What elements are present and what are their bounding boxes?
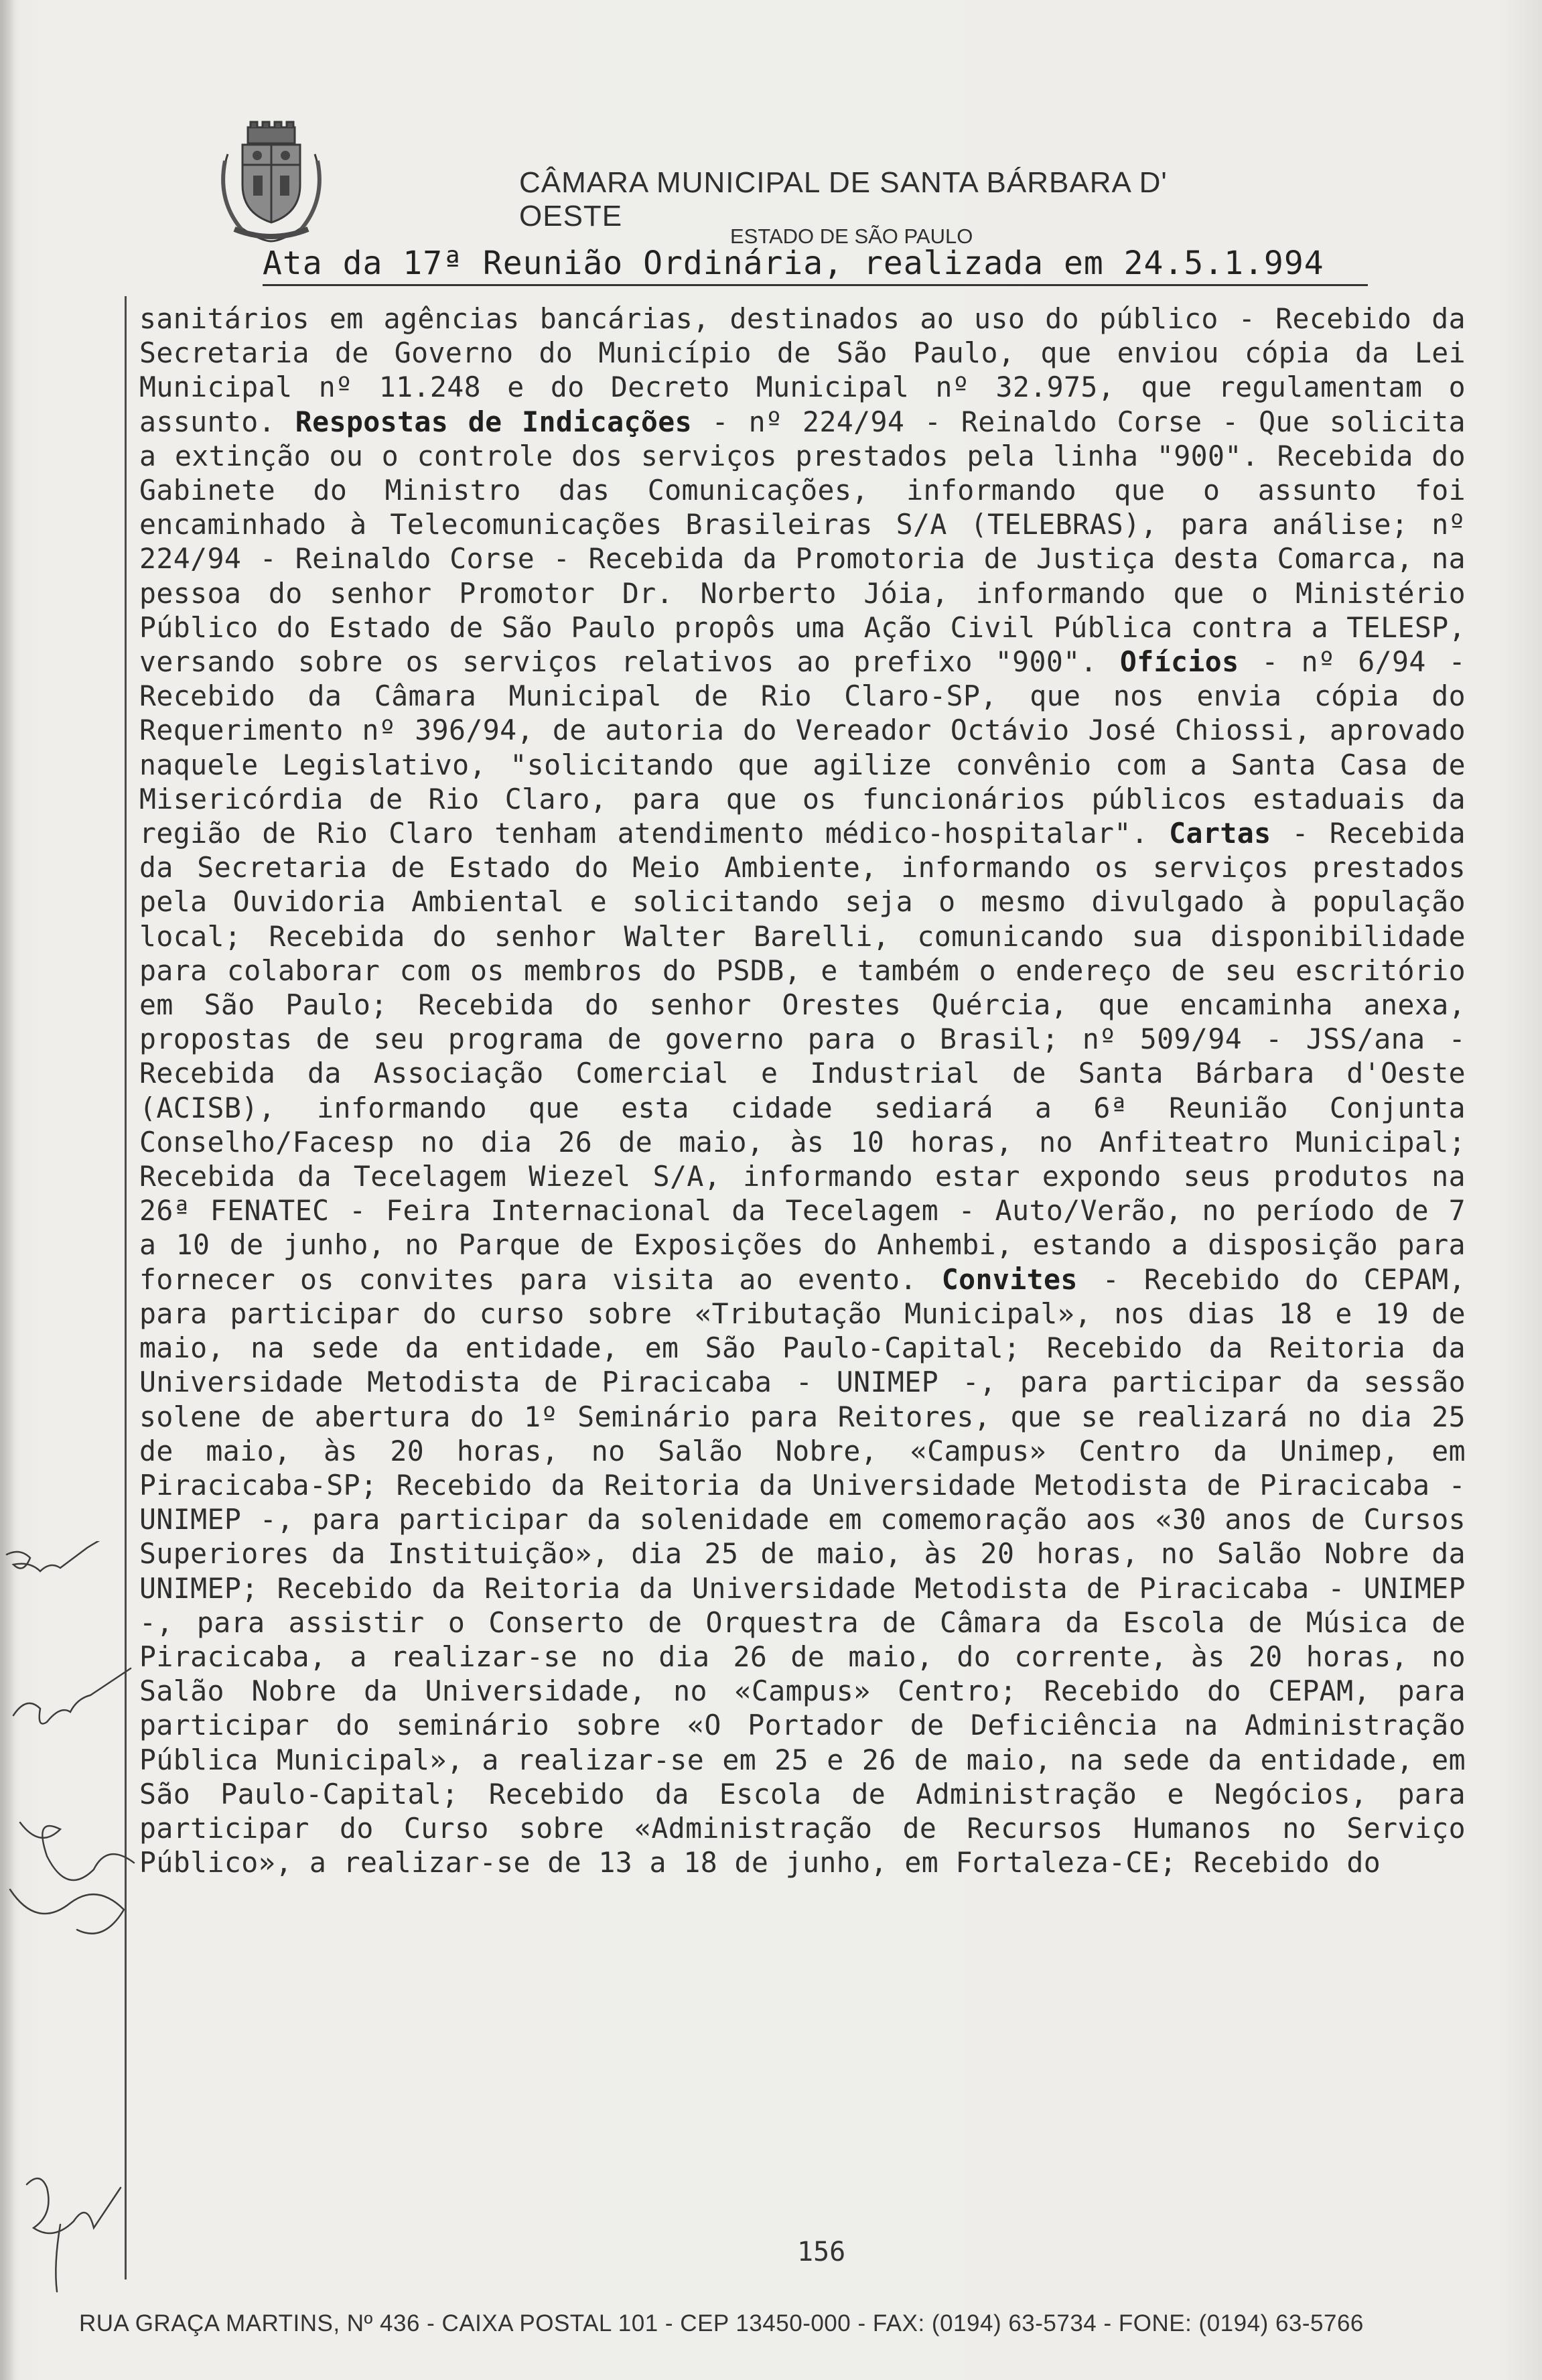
organization-name: CÂMARA MUNICIPAL DE SANTA BÁRBARA D' OESTE [519, 166, 1168, 233]
handwritten-signatures-icon [0, 1541, 188, 2298]
paragraph-2: - nº 224/94 - Reinaldo Corse - Que solicita a extinção ou o controle dos serviços prestados pela linha "900". Recebida do Gabinete do Ministro das Comunicações, informando que o assunto foi encaminhado à Telecomunicações Brasileiras S/A (TELEBRAS), para análise; nº 224/94 - Reinaldo Corse - Recebida da Promotoria de Justiça desta Comarca, na pessoa do senhor Promotor Dr. Norberto Jóia, informando que o Ministério Público do Estado de São Paulo propôs uma Ação Civil Pública contra a TELESP, versando sobre os serviços relativos ao prefixo "900". [139, 405, 1466, 679]
paragraph-4: - Recebida da Secretaria de Estado do Meio Ambiente, informando os serviços prestados pela Ouvidoria Ambiental e solicitando seja o mesmo divulgado à população local; Recebida do senhor Walter Barelli, comunicando sua disponibilidade para colaborar com os membros do PSDB, e também o endereço de seu escritório em São Paulo; Recebida do senhor Orestes Quércia, que encaminha anexa, propostas de seu programa de governo para o Brasil; nº 509/94 - JSS/ana - Recebida da Associação Comercial e Industrial de Santa Bárbara d'Oeste (ACISB), informando que esta cidade sediará a 6ª Reunião Conjunta Conselho/Facesp no dia 26 de maio, às 10 horas, no Anfiteatro Municipal; Recebida da Tecelagem Wiezel S/A, informando estar expondo seus produtos na 26ª FENATEC - Feira Internacional da Tecelagem - Auto/Verão, no período de 7 a 10 de junho, no Parque de Exposições do Anhembi, estando a disposição para fornecer os convites para visita ao evento. [139, 817, 1466, 1296]
page-number: 156 [797, 2237, 846, 2267]
coat-of-arms-icon [201, 121, 342, 248]
heading-cartas: Cartas [1169, 817, 1271, 850]
heading-respostas: Respostas de Indicações [295, 405, 693, 438]
heading-oficios: Ofícios [1119, 645, 1239, 679]
paragraph-5: - Recebido do CEPAM, para participar do curso sobre «Tributação Municipal», nos dias 18 e 19 de maio, na sede da entidade, em São Paulo-Capital; Recebido da Reitoria da Universidade Metodista de Piracicaba - UNIMEP -, para participar da sessão solene de abertura do 1º Seminário para Reitores, que se realizará no dia 25 de maio, às 20 horas, no Salão Nobre, «Campus» Centro da Unimep, em Piracicaba-SP; Recebido da Reitoria da Universidade Metodista de Piracicaba - UNIMEP -, para participar da solenidade em comemoração aos «30 anos de Cursos Superiores da Instituição», dia 25 de maio, às 20 horas, no Salão Nobre da UNIMEP; Recebido da Reitoria da Universidade Metodista de Piracicaba - UNIMEP -, para assistir o Conserto de Orquestra de Câmara da Escola de Música de Piracicaba, a realizar-se no dia 26 de maio, do corrente, às 20 horas, no Salão Nobre da Universidade, no «Campus» Centro; Recebido do CEPAM, para participar do seminário sobre «O Portador de Deficiência na Administração Pública Municipal», a realizar-se em 25 e 26 de maio, na sede da entidade, em São Paulo-Capital; Recebido da Escola de Administração e Negócios, para participar do Curso sobre «Administração de Recursos Humanos no Serviço Público», a realizar-se de 13 a 18 de junho, em Fortaleza-CE; Recebido do [139, 1262, 1466, 1879]
minutes-body [139, 302, 1466, 1879]
paragraph-3: - nº 6/94 - Recebido da Câmara Municipal de Rio Claro-SP, que nos envia cópia do Requerimento nº 396/94, de autoria do Vereador Octávio José Chiossi, aprovado naquele Legislativo, "solicitando que agilize convênio com a Santa Casa de Misericórdia de Rio Claro, para que os funcionários públicos estaduais da região de Rio Claro tenham atendimento médico-hospitalar". [139, 645, 1466, 850]
state-name: ESTADO DE SÃO PAULO [730, 224, 973, 248]
paragraph-1: sanitários em agências bancárias, destinados ao uso do público - Recebido da Secretaria de Governo do Município de São Paulo, que enviou cópia da Lei Municipal nº 11.248 e do Decreto Municipal nº 32.975, que regulamentam o assunto. [139, 302, 1466, 438]
footer-address: RUA GRAÇA MARTINS, Nº 436 - CAIXA POSTAL 101 - CEP 13450-000 - FAX: (0194) 63-5734 - FONE: (0194) 63-5766 [79, 2310, 1364, 2336]
minutes-title: Ata da 17ª Reunião Ordinária, realizada em 24.5.1.994 [263, 245, 1368, 286]
heading-convites: Convites [941, 1262, 1078, 1296]
